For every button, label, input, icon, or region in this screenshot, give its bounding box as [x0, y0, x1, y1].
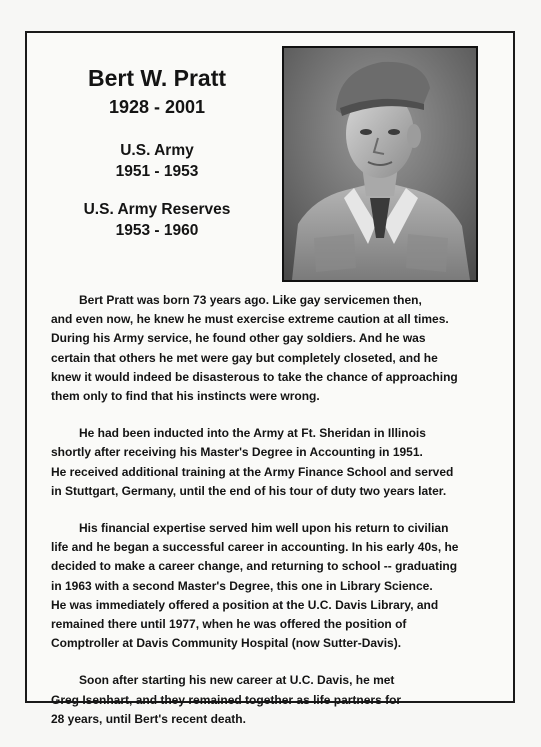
- service-years-reserves: 1953 - 1960: [115, 222, 199, 239]
- soldier-portrait-icon: [284, 48, 476, 280]
- lifespan: 1928 - 2001: [108, 97, 206, 117]
- service-branch-army: U.S. Army: [120, 142, 194, 159]
- header-block: [52, 64, 262, 241]
- biography-paragraph: Bert Pratt was born 73 years ago. Like gay servicemen then, and even now, he knew he must exercise extreme caution at all times. During his Army service, he found other gay soldiers. And he was certain that others he met were gay but completely closeted, and he knew it would indeed be disasterous to take the chance of approaching them only to find that his instincts were wrong.: [51, 293, 458, 404]
- service-years-army: 1951 - 1953: [115, 163, 199, 180]
- biography-paragraph: He had been inducted into the Army at Ft. Sheridan in Illinois shortly after receiving his Master's Degree in Accounting in 1951. He received additional training at the Army Finance School and served in Stuttgart, Germany, until the end of his tour of duty two years later.: [51, 426, 454, 498]
- soldier-portrait-photo: [282, 46, 478, 282]
- biography-paragraph: Soon after starting his new career at U.C. Davis, he met Greg Isenhart, and they remained together as life partners for 28 years, until Bert's recent death.: [51, 673, 402, 726]
- person-name: Bert W. Pratt: [87, 65, 227, 91]
- biography-paragraph: His financial expertise served him well upon his return to civilian life and he began a successful career in accounting. In his early 40s, he decided to make a career change, and returning to school -- graduating in 1963 with a second Master's Degree, this one in Library Science. He was immediately offered a position at the U.C. Davis Library, and remained there until 1977, when he was offered the position of Comptroller at Davis Community Hospital (now Sutter-Davis).: [51, 521, 459, 651]
- service-branch-reserves: U.S. Army Reserves: [83, 201, 231, 218]
- biography-text: [51, 291, 506, 747]
